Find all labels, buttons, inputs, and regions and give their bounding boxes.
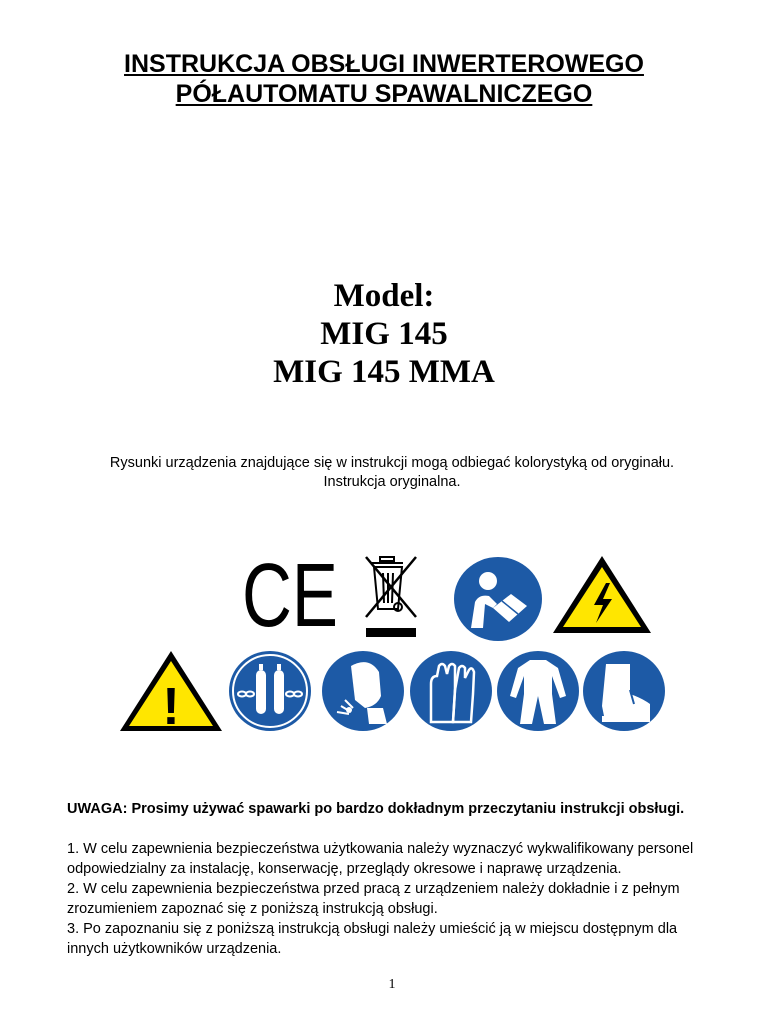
model-variant-2: MIG 145 MMA [273, 354, 495, 390]
model-variant-1: MIG 145 [320, 316, 448, 352]
electrical-hazard-warning-icon [550, 553, 654, 637]
warning-text: Prosimy używać spawarki po bardzo dokładnym przeczytaniu instrukcji obsługi. [131, 801, 685, 817]
safety-boots-icon [582, 650, 666, 732]
paragraph-line: 1. W celu zapewnienia bezpieczeństwa użytkowania należy wyznaczyć wykwalifikowany personel [67, 841, 694, 857]
ce-mark-icon [240, 546, 340, 646]
paragraph-line: 3. Po zapoznaniu się z poniższą instrukcją obsługi należy umieścić ją w miejscu dostępnym dla [67, 921, 678, 937]
instruction-paragraph-1 [67, 839, 747, 879]
svg-text:!: ! [162, 678, 180, 736]
document-title-line1: INSTRUKCJA OBSŁUGI INWERTEROWEGO [124, 50, 644, 78]
paragraph-line: zrozumieniem zapoznać się z poniższą instrukcją obsługi. [67, 901, 438, 917]
original-instruction-note: Instrukcja oryginalna. [323, 474, 461, 490]
weee-crossed-bin-icon [362, 553, 420, 639]
document-title-line2: PÓŁAUTOMATU SPAWALNICZEGO [175, 80, 593, 108]
paragraph-line: innych użytkowników urządzenia. [67, 941, 282, 957]
paragraph-line: odpowiedzialny za instalację, konserwację, przeglądy okresowe i naprawę urządzenia. [67, 861, 622, 877]
welding-mask-icon [321, 650, 405, 732]
warning-label: UWAGA: [67, 801, 128, 817]
svg-text:CE: CE [242, 546, 338, 646]
protective-gloves-icon [409, 650, 493, 732]
instruction-paragraph-3 [67, 919, 747, 959]
instruction-paragraph-2 [67, 879, 747, 919]
protective-clothing-icon [496, 650, 580, 732]
drawing-color-note: Rysunki urządzenia znajdujące się w instrukcji mogą odbiegać kolorystyką od oryginału. [109, 455, 675, 471]
paragraph-line: 2. W celu zapewnienia bezpieczeństwa przed pracą z urządzeniem należy dokładnie i z pełnym [67, 881, 680, 897]
general-warning-icon [118, 648, 224, 734]
warning-notice [67, 801, 684, 817]
page-number: 1 [388, 977, 396, 992]
read-manual-icon [453, 556, 543, 642]
model-label: Model: [333, 278, 435, 314]
secure-gas-cylinder-icon [228, 650, 312, 732]
